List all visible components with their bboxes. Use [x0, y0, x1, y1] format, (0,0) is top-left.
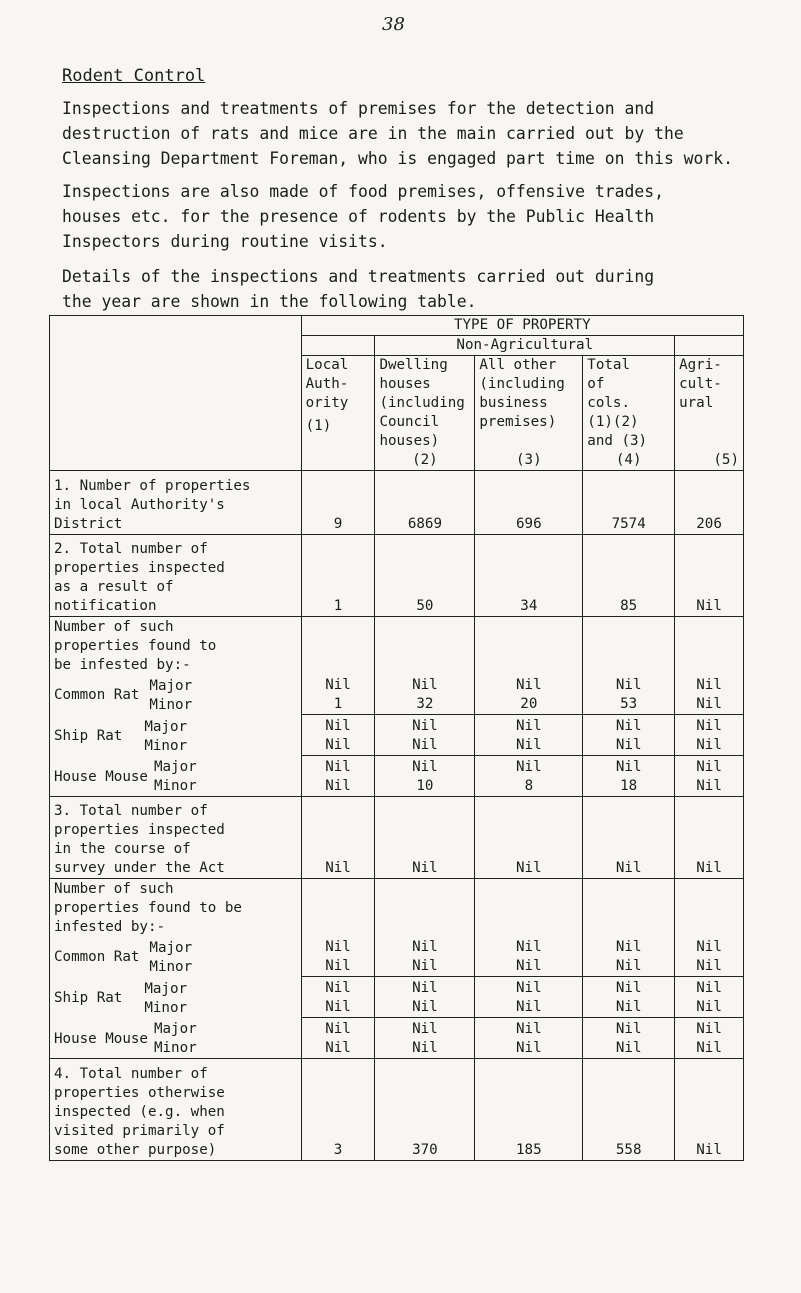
label-house-mouse: House Mouse: [54, 768, 148, 785]
rodent-control-table: [49, 315, 744, 1161]
col-header-3: All other (including business premises) (3): [475, 356, 583, 471]
table-row: [50, 471, 744, 535]
col-header-5: Agri- cult- ural (5): [675, 356, 744, 471]
cell: 6869: [375, 471, 475, 535]
row-2-label: 2. Total number of properties inspected as a result of notification: [50, 535, 302, 617]
cell: 50: [375, 535, 475, 617]
col-header-4: Total of cols. (1)(2) and (3) (4): [583, 356, 675, 471]
cell: 696: [475, 471, 583, 535]
cell: 558: [583, 1059, 675, 1161]
label-ship-rat: Ship Rat: [54, 728, 123, 744]
table-row: [50, 535, 744, 617]
page-number: 38: [382, 14, 405, 35]
table-row: House Mouse Major Minor Nil Nil Nil 10 Nil 8 Nil 18 Nil Nil: [50, 756, 744, 797]
row-3-label: 3. Total number of properties inspected in the course of survey under the Act: [50, 797, 302, 879]
cell: 206: [675, 471, 744, 535]
table-row: Ship Rat Major Minor Nil Nil Nil Nil Nil Nil Nil Nil Nil Nil: [50, 715, 744, 756]
cell: 85: [583, 535, 675, 617]
row-4-label: 4. Total number of properties otherwise inspected (e.g. when visited primarily of some other purpose): [50, 1059, 302, 1161]
infest-label-a: Number of such properties found to be infested by:-: [50, 617, 302, 675]
table-row: [50, 797, 744, 879]
label-common-rat: Common Rat: [54, 687, 140, 703]
cell: Nil: [375, 797, 475, 879]
table-row: Common Rat Major Minor Nil Nil Nil Nil Nil Nil Nil Nil Nil Nil: [50, 937, 744, 977]
cell: 9: [301, 471, 375, 535]
section-title: Rodent Control: [62, 66, 206, 86]
paragraph-3: Details of the inspections and treatments carried out during the year are shown in the following table.: [62, 267, 655, 311]
cell: Nil: [675, 797, 744, 879]
cell: 185: [475, 1059, 583, 1161]
paragraph-1: Inspections and treatments of premises for the detection and destruction of rats and mice are in the main carried out by the Cleansing Department Foreman, who is engaged part time on this work.: [62, 99, 734, 168]
cell: Nil: [475, 797, 583, 879]
header-type-of-property: TYPE OF PROPERTY: [301, 316, 743, 336]
paragraph-2: Inspections are also made of food premises, offensive trades, houses etc. for the presence of rodents by the Public Health Inspectors during routine visits.: [62, 182, 664, 251]
cell: 7574: [583, 471, 675, 535]
cell: 3: [301, 1059, 375, 1161]
cell: Nil: [583, 797, 675, 879]
cell: Nil: [675, 535, 744, 617]
cell: 1: [301, 535, 375, 617]
cell: 370: [375, 1059, 475, 1161]
table-row: Ship Rat Major Minor Nil Nil Nil Nil Nil Nil Nil Nil Nil Nil: [50, 977, 744, 1018]
header-non-agricultural: Non-Agricultural: [375, 336, 675, 356]
label-ship-rat: Ship Rat: [54, 990, 123, 1006]
col-header-1: Local Auth- ority (1): [301, 356, 375, 471]
cell: 34: [475, 535, 583, 617]
cell: Nil: [675, 1059, 744, 1161]
row-1-label: 1. Number of properties in local Authority's District: [50, 471, 302, 535]
infest-label-b: Number of such properties found to be infested by:-: [50, 879, 302, 937]
table-row: [50, 1059, 744, 1161]
label-house-mouse: House Mouse: [54, 1030, 148, 1047]
label-common-rat: Common Rat: [54, 949, 140, 965]
table-row: House Mouse Major Minor Nil Nil Nil Nil Nil Nil Nil Nil Nil Nil: [50, 1018, 744, 1059]
col-header-2: Dwelling houses (including Council houses) (2): [375, 356, 475, 471]
table-row: Common Rat Major Minor Nil 1 Nil 32 Nil 20 Nil 53 Nil Nil: [50, 675, 744, 715]
cell: Nil: [301, 797, 375, 879]
